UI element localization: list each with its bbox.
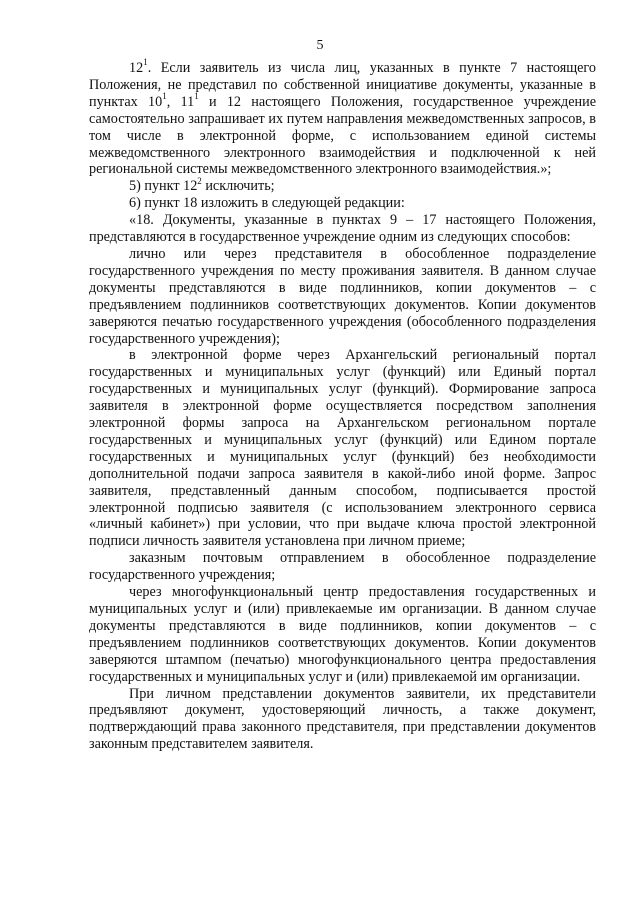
text-run: 6) пункт 18 изложить в следующей редакции: xyxy=(129,195,405,212)
paragraph-8 xyxy=(89,584,596,685)
superscript: 1 xyxy=(194,91,199,102)
paragraph-6 xyxy=(89,347,596,550)
text-run: исключить; xyxy=(201,178,275,195)
paragraph-4 xyxy=(89,212,596,246)
text-run: заказным почтовым отправлением в обособленное подразделение государственного учреждения; xyxy=(89,550,596,584)
superscript: 2 xyxy=(197,175,202,186)
paragraph-7 xyxy=(89,550,596,584)
text-run: 12 xyxy=(129,60,144,76)
text-run: в электронной форме через Архангельский региональный портал государственных и муниципальных услуг (функций) или Единый портал государственных и муниципальных услуг (функций). Формирование запроса заявителя в электронной форме осуществляется посредством заполнения электронной формы запроса на Архангельском региональном портале государственных и муниципальных услуг (функций) или Едином портале государственных и муниципальных услуг (функций) без необходимости дополнительной подачи запроса заявителя в какой-либо иной форме. Запрос заявителя, представленный данным способом, подписывается простой электронной подписью заявителя (с использованием электронного сервиса «личный кабинет») при условии, что при выдаче ключа простой электронной подписи личность заявителя установлена при личном приеме; xyxy=(89,347,596,550)
text-run: При личном представлении документов заявители, их представители предъявляют документ, удостоверяющий личность, а также документ, подтверждающий права законного представителя, при представлении документов законным представителем заявителя. xyxy=(89,685,596,753)
superscript: 1 xyxy=(162,91,167,102)
text-run: 5) пункт 12 xyxy=(129,178,198,195)
text-run: «18. Документы, указанные в пунктах 9 – 17 настоящего Положения, представляются в государственное учреждение одним из следующих способов: xyxy=(89,212,596,246)
paragraph-1 xyxy=(89,57,596,178)
document-body xyxy=(89,57,596,753)
text-run: лично или через представителя в обособленное подразделение государственного учреждения по месту проживания заявителя. В данном случае документы представляются в виде подлинников, копии документов – с предъявлением подлинников соответствующих документов. Копии документов заверяются печатью государственного учреждения (обособленного подразделения государственного учреждения); xyxy=(89,245,596,347)
text-run: через многофункциональный центр предоставления государственных и муниципальных услуг и (или) привлекаемые им организации. В данном случае документы представляются в виде подлинников, копии документов – с предъявлением подлинников соответствующих документов. Копии документов заверяются штампом (печатью) многофункционального центра предоставления государственных и муниципальных услуг и (или) привлекаемой им организации. xyxy=(89,584,596,685)
superscript: 1 xyxy=(143,57,148,68)
text-run: , 11 xyxy=(166,93,195,110)
text-run: и 12 настоящего Положения, государственное учреждение самостоятельно запрашивает их путем направления межведомственных запросов, в том числе в электронной форме, с использованием единой системы межведомственного электронного взаимодействия и подключенной к ней региональной системы межведомственного электронного взаимодействия.»; xyxy=(89,93,596,178)
page-number: 5 xyxy=(316,38,324,53)
paragraph-2 xyxy=(89,175,596,195)
text-run: . Если заявитель из числа лиц, указанных в пункте 7 настоящего Положения, не представил по собственной инициативе документы, указанные в пунктах 10 xyxy=(89,60,596,110)
paragraph-9 xyxy=(89,686,596,754)
paragraph-5 xyxy=(89,246,596,347)
paragraph-3 xyxy=(89,195,596,212)
